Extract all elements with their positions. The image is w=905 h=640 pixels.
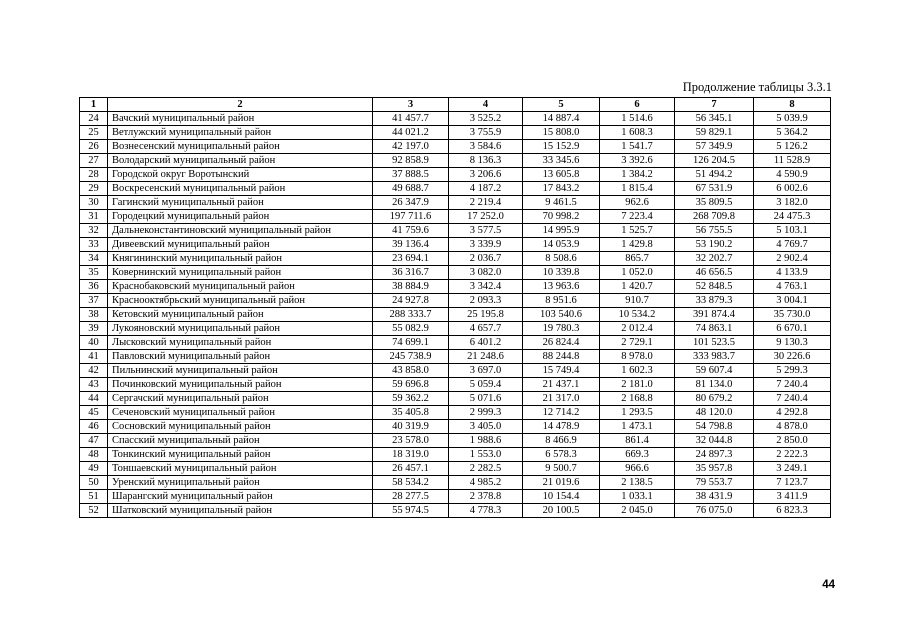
- value-cell: 23 694.1: [373, 252, 449, 266]
- value-cell: 9 130.3: [754, 336, 831, 350]
- district-name-cell: Володарский муниципальный район: [108, 154, 373, 168]
- column-header: 5: [523, 98, 600, 112]
- value-cell: 3 206.6: [449, 168, 523, 182]
- value-cell: 26 347.9: [373, 196, 449, 210]
- value-cell: 3 755.9: [449, 126, 523, 140]
- district-name-cell: Уренский муниципальный район: [108, 476, 373, 490]
- value-cell: 56 345.1: [675, 112, 754, 126]
- table-row: [80, 322, 831, 336]
- district-name-cell: Тонкинский муниципальный район: [108, 448, 373, 462]
- value-cell: 79 553.7: [675, 476, 754, 490]
- row-number-cell: 38: [80, 308, 108, 322]
- value-cell: 13 605.8: [523, 168, 600, 182]
- value-cell: 7 240.4: [754, 392, 831, 406]
- district-name-cell: Княгининский муниципальный район: [108, 252, 373, 266]
- value-cell: 103 540.6: [523, 308, 600, 322]
- value-cell: 3 697.0: [449, 364, 523, 378]
- value-cell: 5 059.4: [449, 378, 523, 392]
- value-cell: 24 897.3: [675, 448, 754, 462]
- value-cell: 59 829.1: [675, 126, 754, 140]
- value-cell: 7 240.4: [754, 378, 831, 392]
- value-cell: 4 769.7: [754, 238, 831, 252]
- table-row: [80, 182, 831, 196]
- value-cell: 38 884.9: [373, 280, 449, 294]
- value-cell: 966.6: [600, 462, 675, 476]
- value-cell: 14 053.9: [523, 238, 600, 252]
- table-row: [80, 336, 831, 350]
- value-cell: 1 033.1: [600, 490, 675, 504]
- table-row: [80, 252, 831, 266]
- value-cell: 2 222.3: [754, 448, 831, 462]
- district-name-cell: Ветлужский муниципальный район: [108, 126, 373, 140]
- row-number-cell: 41: [80, 350, 108, 364]
- value-cell: 1 553.0: [449, 448, 523, 462]
- value-cell: 32 044.8: [675, 434, 754, 448]
- value-cell: 26 457.1: [373, 462, 449, 476]
- district-name-cell: Краснооктябрьский муниципальный район: [108, 294, 373, 308]
- row-number-cell: 26: [80, 140, 108, 154]
- district-name-cell: Лукояновский муниципальный район: [108, 322, 373, 336]
- value-cell: 25 195.8: [449, 308, 523, 322]
- district-name-cell: Шатковский муниципальный район: [108, 504, 373, 518]
- value-cell: 88 244.8: [523, 350, 600, 364]
- column-header: 2: [108, 98, 373, 112]
- table-body: [80, 112, 831, 518]
- value-cell: 15 152.9: [523, 140, 600, 154]
- data-table: [79, 97, 831, 518]
- table-row: [80, 350, 831, 364]
- district-name-cell: Пильнинский муниципальный район: [108, 364, 373, 378]
- district-name-cell: Дивеевский муниципальный район: [108, 238, 373, 252]
- table-row: [80, 280, 831, 294]
- value-cell: 26 824.4: [523, 336, 600, 350]
- row-number-cell: 50: [80, 476, 108, 490]
- value-cell: 1 525.7: [600, 224, 675, 238]
- value-cell: 669.3: [600, 448, 675, 462]
- value-cell: 2 219.4: [449, 196, 523, 210]
- value-cell: 19 780.3: [523, 322, 600, 336]
- column-header: 8: [754, 98, 831, 112]
- table-row: [80, 406, 831, 420]
- value-cell: 21 437.1: [523, 378, 600, 392]
- district-name-cell: Вачский муниципальный район: [108, 112, 373, 126]
- district-name-cell: Павловский муниципальный район: [108, 350, 373, 364]
- value-cell: 2 999.3: [449, 406, 523, 420]
- table-row: [80, 224, 831, 238]
- value-cell: 4 187.2: [449, 182, 523, 196]
- value-cell: 2 902.4: [754, 252, 831, 266]
- row-number-cell: 51: [80, 490, 108, 504]
- value-cell: 197 711.6: [373, 210, 449, 224]
- row-number-cell: 48: [80, 448, 108, 462]
- value-cell: 92 858.9: [373, 154, 449, 168]
- table-row: [80, 490, 831, 504]
- value-cell: 2 093.3: [449, 294, 523, 308]
- value-cell: 14 887.4: [523, 112, 600, 126]
- value-cell: 36 316.7: [373, 266, 449, 280]
- table-row: [80, 112, 831, 126]
- value-cell: 245 738.9: [373, 350, 449, 364]
- value-cell: 51 494.2: [675, 168, 754, 182]
- page-number: 44: [822, 579, 835, 591]
- district-name-cell: Сергачский муниципальный район: [108, 392, 373, 406]
- value-cell: 1 988.6: [449, 434, 523, 448]
- table-row: [80, 308, 831, 322]
- value-cell: 5 126.2: [754, 140, 831, 154]
- value-cell: 1 384.2: [600, 168, 675, 182]
- row-number-cell: 39: [80, 322, 108, 336]
- district-name-cell: Спасский муниципальный район: [108, 434, 373, 448]
- table-row: [80, 168, 831, 182]
- value-cell: 33 345.6: [523, 154, 600, 168]
- table-row: [80, 294, 831, 308]
- district-name-cell: Дальнеконстантиновский муниципальный район: [108, 224, 373, 238]
- value-cell: 5 103.1: [754, 224, 831, 238]
- table-row: [80, 504, 831, 518]
- value-cell: 24 475.3: [754, 210, 831, 224]
- value-cell: 4 778.3: [449, 504, 523, 518]
- district-name-cell: Гагинский муниципальный район: [108, 196, 373, 210]
- value-cell: 2 012.4: [600, 322, 675, 336]
- value-cell: 8 136.3: [449, 154, 523, 168]
- column-header: 6: [600, 98, 675, 112]
- value-cell: 4 878.0: [754, 420, 831, 434]
- value-cell: 28 277.5: [373, 490, 449, 504]
- value-cell: 10 339.8: [523, 266, 600, 280]
- value-cell: 54 798.8: [675, 420, 754, 434]
- district-name-cell: Городской округ Воротынский: [108, 168, 373, 182]
- district-name-cell: Сосновский муниципальный район: [108, 420, 373, 434]
- value-cell: 4 985.2: [449, 476, 523, 490]
- value-cell: 35 809.5: [675, 196, 754, 210]
- column-header: 4: [449, 98, 523, 112]
- value-cell: 43 858.0: [373, 364, 449, 378]
- row-number-cell: 49: [80, 462, 108, 476]
- value-cell: 3 525.2: [449, 112, 523, 126]
- value-cell: 58 534.2: [373, 476, 449, 490]
- row-number-cell: 33: [80, 238, 108, 252]
- value-cell: 52 848.5: [675, 280, 754, 294]
- value-cell: 1 608.3: [600, 126, 675, 140]
- district-name-cell: Вознесенский муниципальный район: [108, 140, 373, 154]
- district-name-cell: Краснобаковский муниципальный район: [108, 280, 373, 294]
- value-cell: 1 541.7: [600, 140, 675, 154]
- table-row: [80, 126, 831, 140]
- column-header: 7: [675, 98, 754, 112]
- value-cell: 861.4: [600, 434, 675, 448]
- value-cell: 67 531.9: [675, 182, 754, 196]
- value-cell: 2 045.0: [600, 504, 675, 518]
- value-cell: 3 577.5: [449, 224, 523, 238]
- value-cell: 59 362.2: [373, 392, 449, 406]
- value-cell: 59 607.4: [675, 364, 754, 378]
- table-row: [80, 420, 831, 434]
- value-cell: 5 039.9: [754, 112, 831, 126]
- value-cell: 6 823.3: [754, 504, 831, 518]
- value-cell: 3 249.1: [754, 462, 831, 476]
- value-cell: 3 339.9: [449, 238, 523, 252]
- row-number-cell: 46: [80, 420, 108, 434]
- value-cell: 126 204.5: [675, 154, 754, 168]
- value-cell: 37 888.5: [373, 168, 449, 182]
- column-header: 3: [373, 98, 449, 112]
- row-number-cell: 24: [80, 112, 108, 126]
- value-cell: 14 478.9: [523, 420, 600, 434]
- value-cell: 5 299.3: [754, 364, 831, 378]
- table-row: [80, 154, 831, 168]
- value-cell: 32 202.7: [675, 252, 754, 266]
- value-cell: 17 843.2: [523, 182, 600, 196]
- value-cell: 20 100.5: [523, 504, 600, 518]
- value-cell: 10 534.2: [600, 308, 675, 322]
- value-cell: 3 584.6: [449, 140, 523, 154]
- table-row: [80, 476, 831, 490]
- value-cell: 55 974.5: [373, 504, 449, 518]
- value-cell: 10 154.4: [523, 490, 600, 504]
- row-number-cell: 27: [80, 154, 108, 168]
- value-cell: 8 508.6: [523, 252, 600, 266]
- value-cell: 268 709.8: [675, 210, 754, 224]
- row-number-cell: 36: [80, 280, 108, 294]
- value-cell: 49 688.7: [373, 182, 449, 196]
- table-row: [80, 266, 831, 280]
- value-cell: 3 004.1: [754, 294, 831, 308]
- district-name-cell: Тоншаевский муниципальный район: [108, 462, 373, 476]
- value-cell: 6 670.1: [754, 322, 831, 336]
- value-cell: 40 319.9: [373, 420, 449, 434]
- value-cell: 35 957.8: [675, 462, 754, 476]
- value-cell: 21 248.6: [449, 350, 523, 364]
- column-header: 1: [80, 98, 108, 112]
- value-cell: 1 514.6: [600, 112, 675, 126]
- table-row: [80, 392, 831, 406]
- value-cell: 6 401.2: [449, 336, 523, 350]
- value-cell: 4 292.8: [754, 406, 831, 420]
- value-cell: 4 133.9: [754, 266, 831, 280]
- value-cell: 76 075.0: [675, 504, 754, 518]
- row-number-cell: 43: [80, 378, 108, 392]
- row-number-cell: 44: [80, 392, 108, 406]
- value-cell: 1 473.1: [600, 420, 675, 434]
- value-cell: 2 729.1: [600, 336, 675, 350]
- value-cell: 4 590.9: [754, 168, 831, 182]
- value-cell: 2 378.8: [449, 490, 523, 504]
- row-number-cell: 29: [80, 182, 108, 196]
- value-cell: 39 136.4: [373, 238, 449, 252]
- value-cell: 6 578.3: [523, 448, 600, 462]
- row-number-cell: 30: [80, 196, 108, 210]
- row-number-cell: 35: [80, 266, 108, 280]
- value-cell: 1 602.3: [600, 364, 675, 378]
- district-name-cell: Ковернинский муниципальный район: [108, 266, 373, 280]
- value-cell: 5 071.6: [449, 392, 523, 406]
- value-cell: 74 863.1: [675, 322, 754, 336]
- table-row: [80, 196, 831, 210]
- value-cell: 391 874.4: [675, 308, 754, 322]
- value-cell: 33 879.3: [675, 294, 754, 308]
- value-cell: 15 808.0: [523, 126, 600, 140]
- table-row: [80, 434, 831, 448]
- value-cell: 53 190.2: [675, 238, 754, 252]
- value-cell: 80 679.2: [675, 392, 754, 406]
- value-cell: 1 815.4: [600, 182, 675, 196]
- value-cell: 21 019.6: [523, 476, 600, 490]
- value-cell: 18 319.0: [373, 448, 449, 462]
- district-name-cell: Починковский муниципальный район: [108, 378, 373, 392]
- value-cell: 2 168.8: [600, 392, 675, 406]
- value-cell: 17 252.0: [449, 210, 523, 224]
- value-cell: 2 181.0: [600, 378, 675, 392]
- value-cell: 101 523.5: [675, 336, 754, 350]
- value-cell: 3 342.4: [449, 280, 523, 294]
- value-cell: 3 411.9: [754, 490, 831, 504]
- table-row: [80, 378, 831, 392]
- table-row: [80, 238, 831, 252]
- value-cell: 8 466.9: [523, 434, 600, 448]
- value-cell: 30 226.6: [754, 350, 831, 364]
- value-cell: 24 927.8: [373, 294, 449, 308]
- value-cell: 11 528.9: [754, 154, 831, 168]
- value-cell: 38 431.9: [675, 490, 754, 504]
- row-number-cell: 31: [80, 210, 108, 224]
- value-cell: 3 405.0: [449, 420, 523, 434]
- value-cell: 2 036.7: [449, 252, 523, 266]
- value-cell: 288 333.7: [373, 308, 449, 322]
- district-name-cell: Сеченовский муниципальный район: [108, 406, 373, 420]
- value-cell: 44 021.2: [373, 126, 449, 140]
- value-cell: 7 123.7: [754, 476, 831, 490]
- value-cell: 2 850.0: [754, 434, 831, 448]
- value-cell: 81 134.0: [675, 378, 754, 392]
- value-cell: 12 714.2: [523, 406, 600, 420]
- value-cell: 46 656.5: [675, 266, 754, 280]
- row-number-cell: 32: [80, 224, 108, 238]
- district-name-cell: Городецкий муниципальный район: [108, 210, 373, 224]
- value-cell: 41 457.7: [373, 112, 449, 126]
- value-cell: 962.6: [600, 196, 675, 210]
- value-cell: 1 293.5: [600, 406, 675, 420]
- value-cell: 8 978.0: [600, 350, 675, 364]
- value-cell: 21 317.0: [523, 392, 600, 406]
- value-cell: 3 392.6: [600, 154, 675, 168]
- value-cell: 910.7: [600, 294, 675, 308]
- value-cell: 35 730.0: [754, 308, 831, 322]
- table-caption: Продолжение таблицы 3.3.1: [682, 80, 832, 94]
- row-number-cell: 42: [80, 364, 108, 378]
- value-cell: 1 429.8: [600, 238, 675, 252]
- value-cell: 2 138.5: [600, 476, 675, 490]
- row-number-cell: 47: [80, 434, 108, 448]
- value-cell: 13 963.6: [523, 280, 600, 294]
- table-row: [80, 448, 831, 462]
- value-cell: 1 052.0: [600, 266, 675, 280]
- row-number-cell: 25: [80, 126, 108, 140]
- value-cell: 4 657.7: [449, 322, 523, 336]
- row-number-cell: 45: [80, 406, 108, 420]
- district-name-cell: Шарангский муниципальный район: [108, 490, 373, 504]
- value-cell: 70 998.2: [523, 210, 600, 224]
- value-cell: 41 759.6: [373, 224, 449, 238]
- value-cell: 57 349.9: [675, 140, 754, 154]
- value-cell: 42 197.0: [373, 140, 449, 154]
- row-number-cell: 28: [80, 168, 108, 182]
- value-cell: 9 461.5: [523, 196, 600, 210]
- table-row: [80, 462, 831, 476]
- value-cell: 3 082.0: [449, 266, 523, 280]
- district-name-cell: Воскресенский муниципальный район: [108, 182, 373, 196]
- district-name-cell: Лысковский муниципальный район: [108, 336, 373, 350]
- value-cell: 2 282.5: [449, 462, 523, 476]
- value-cell: 35 405.8: [373, 406, 449, 420]
- row-number-cell: 40: [80, 336, 108, 350]
- value-cell: 5 364.2: [754, 126, 831, 140]
- value-cell: 23 578.0: [373, 434, 449, 448]
- table-header-row: [80, 98, 831, 112]
- table-row: [80, 210, 831, 224]
- value-cell: 48 120.0: [675, 406, 754, 420]
- row-number-cell: 37: [80, 294, 108, 308]
- value-cell: 59 696.8: [373, 378, 449, 392]
- value-cell: 3 182.0: [754, 196, 831, 210]
- value-cell: 1 420.7: [600, 280, 675, 294]
- value-cell: 15 749.4: [523, 364, 600, 378]
- value-cell: 6 002.6: [754, 182, 831, 196]
- value-cell: 55 082.9: [373, 322, 449, 336]
- value-cell: 4 763.1: [754, 280, 831, 294]
- value-cell: 333 983.7: [675, 350, 754, 364]
- value-cell: 865.7: [600, 252, 675, 266]
- value-cell: 14 995.9: [523, 224, 600, 238]
- value-cell: 7 223.4: [600, 210, 675, 224]
- value-cell: 9 500.7: [523, 462, 600, 476]
- district-name-cell: Кетовский муниципальный район: [108, 308, 373, 322]
- row-number-cell: 52: [80, 504, 108, 518]
- value-cell: 74 699.1: [373, 336, 449, 350]
- table-row: [80, 140, 831, 154]
- value-cell: 8 951.6: [523, 294, 600, 308]
- table-row: [80, 364, 831, 378]
- value-cell: 56 755.5: [675, 224, 754, 238]
- row-number-cell: 34: [80, 252, 108, 266]
